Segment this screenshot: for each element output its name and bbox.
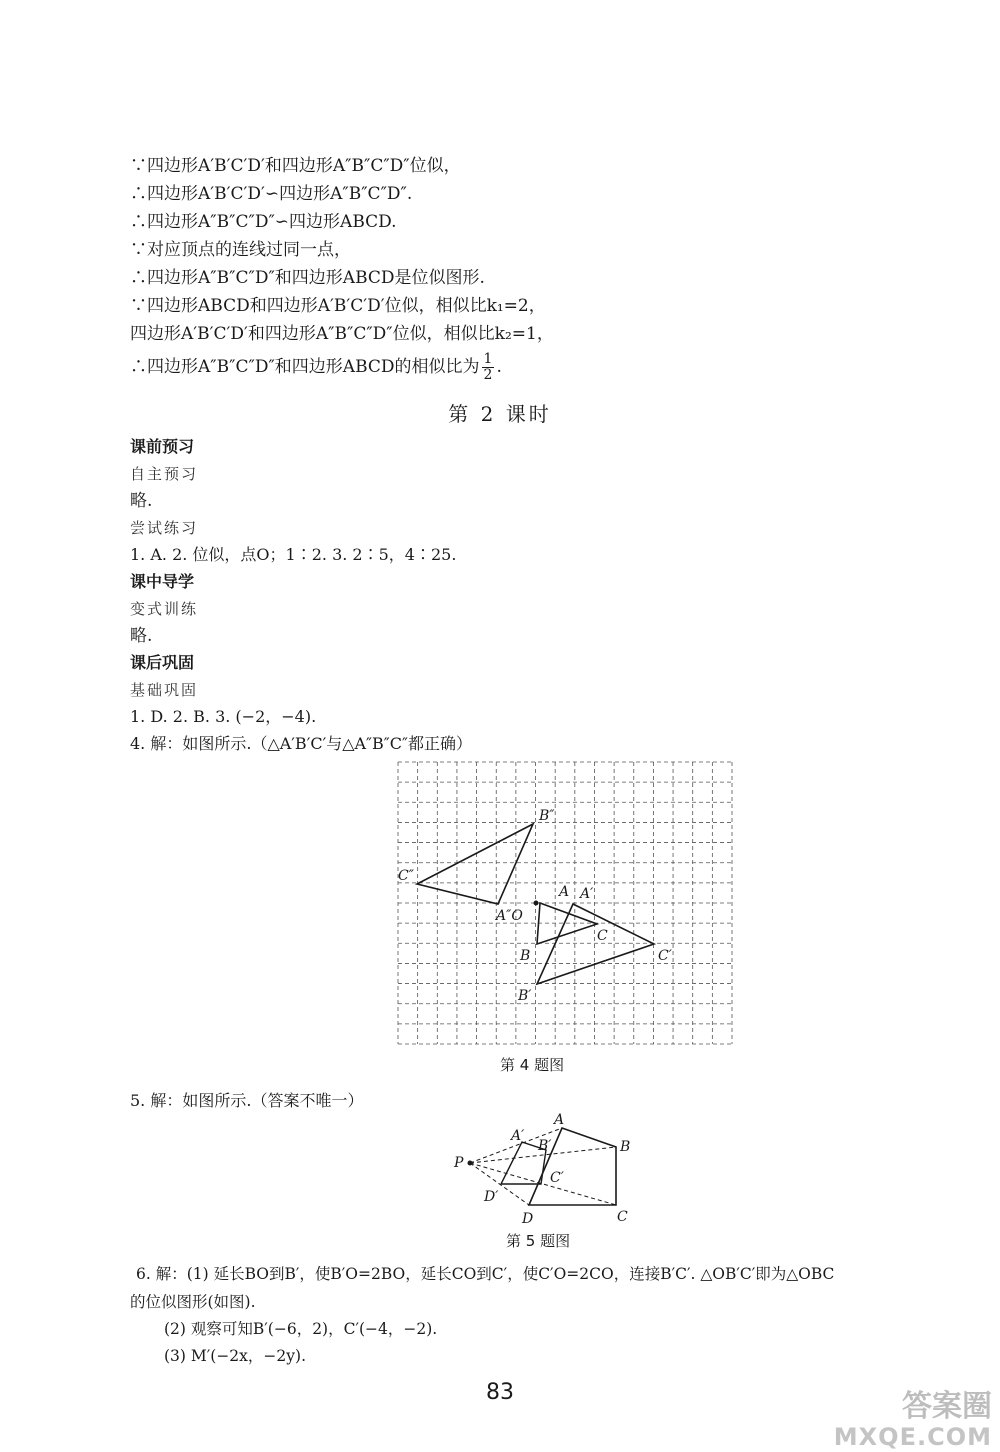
- label-a1: A′: [511, 1128, 525, 1144]
- label-b: B: [520, 948, 531, 964]
- label-c: C: [597, 928, 608, 944]
- answer-line: 1. D. 2. B. 3. (−2，−4).: [130, 707, 317, 726]
- subsection-heading: 基础巩固: [130, 681, 199, 699]
- label-a1: A′: [580, 886, 594, 902]
- answer-line: (3) M′(−2x，−2y).: [164, 1347, 306, 1365]
- grid: [398, 762, 732, 1044]
- figure-4: [396, 760, 736, 1046]
- label-b1: B′: [538, 1138, 552, 1154]
- label-a: A: [554, 1112, 565, 1128]
- text-line: ∴四边形A″B″C″D″∽四边形ABCD.: [130, 212, 397, 232]
- answer-line: 1. A. 2. 位似，点O；1∶2. 3. 2∶5，4∶25.: [130, 545, 457, 564]
- label-c1: C′: [550, 1170, 564, 1186]
- label-d: D: [522, 1211, 534, 1227]
- text-line: 四边形A′B′C′D′和四边形A″B″C″D″位似，相似比k₂=1，: [130, 324, 554, 344]
- label-b1: B′: [518, 988, 532, 1004]
- answer-line: 5. 解：如图所示.（答案不唯一）: [130, 1091, 364, 1110]
- point-p: [468, 1161, 473, 1166]
- section-heading: 课前预习: [130, 437, 195, 456]
- label-b: B: [620, 1139, 631, 1155]
- answer-line: 略.: [130, 491, 153, 511]
- watermark-bottom: MXQE.COM: [833, 1423, 992, 1451]
- label-a: A: [559, 884, 570, 900]
- fraction-denominator: 2: [483, 367, 493, 383]
- section-heading: 课中导学: [130, 572, 195, 591]
- subsection-heading: 变式训练: [130, 600, 199, 618]
- figure-5-caption: 第 5 题图: [506, 1232, 571, 1250]
- label-d1: D′: [484, 1189, 499, 1205]
- figure-4-caption: 第 4 题图: [500, 1056, 565, 1074]
- subsection-heading: 尝试练习: [130, 519, 199, 537]
- watermark: [833, 1389, 992, 1452]
- answer-line: 的位似图形(如图).: [130, 1293, 256, 1311]
- label-b2: B″: [539, 808, 555, 824]
- fraction: [482, 352, 495, 383]
- fraction-numerator: 1: [483, 351, 493, 367]
- triangle-a2b2c2: [417, 824, 533, 904]
- answer-line: 4. 解：如图所示.（△A′B′C′与△A″B″C″都正确）: [130, 734, 472, 753]
- label-a2o: A″O: [496, 908, 523, 924]
- center-point: [534, 901, 539, 906]
- figure-5: [450, 1108, 650, 1228]
- text-line: ∴四边形A″B″C″D″和四边形ABCD是位似图形.: [130, 268, 485, 288]
- triangle-a1b1c1: [537, 904, 654, 984]
- ratio-line: [130, 352, 502, 383]
- text-line: ∵四边形ABCD和四边形A′B′C′D′位似，相似比k₁=2，: [130, 296, 546, 316]
- text-line: ∵四边形A′B′C′D′和四边形A″B″C″D″位似，: [130, 156, 461, 176]
- subsection-heading: 自主预习: [130, 465, 199, 483]
- label-c1: C′: [658, 948, 672, 964]
- watermark-top: 答案圈: [902, 1389, 992, 1424]
- lesson-title: 第 2 课时: [448, 402, 552, 426]
- label-p: P: [454, 1155, 464, 1171]
- answer-line: 略.: [130, 626, 153, 646]
- label-c2: C″: [398, 868, 414, 884]
- ratio-period: .: [496, 357, 502, 377]
- section-heading: 课后巩固: [130, 653, 195, 672]
- text-line: ∴四边形A′B′C′D′∽四边形A″B″C″D″.: [130, 184, 413, 204]
- answer-line: 6. 解：(1) 延长BO到B′，使B′O=2BO，延长CO到C′，使C′O=2CO，连接B′C′. △OB′C′即为△OBC: [136, 1265, 835, 1283]
- text-line: ∵对应顶点的连线过同一点，: [130, 240, 351, 260]
- page-number: 83: [486, 1380, 514, 1405]
- answer-line: (2) 观察可知B′(−6，2)，C′(−4，−2).: [164, 1320, 438, 1338]
- ratio-text: ∴四边形A″B″C″D″和四边形ABCD的相似比为: [130, 357, 480, 377]
- label-c: C: [617, 1209, 628, 1225]
